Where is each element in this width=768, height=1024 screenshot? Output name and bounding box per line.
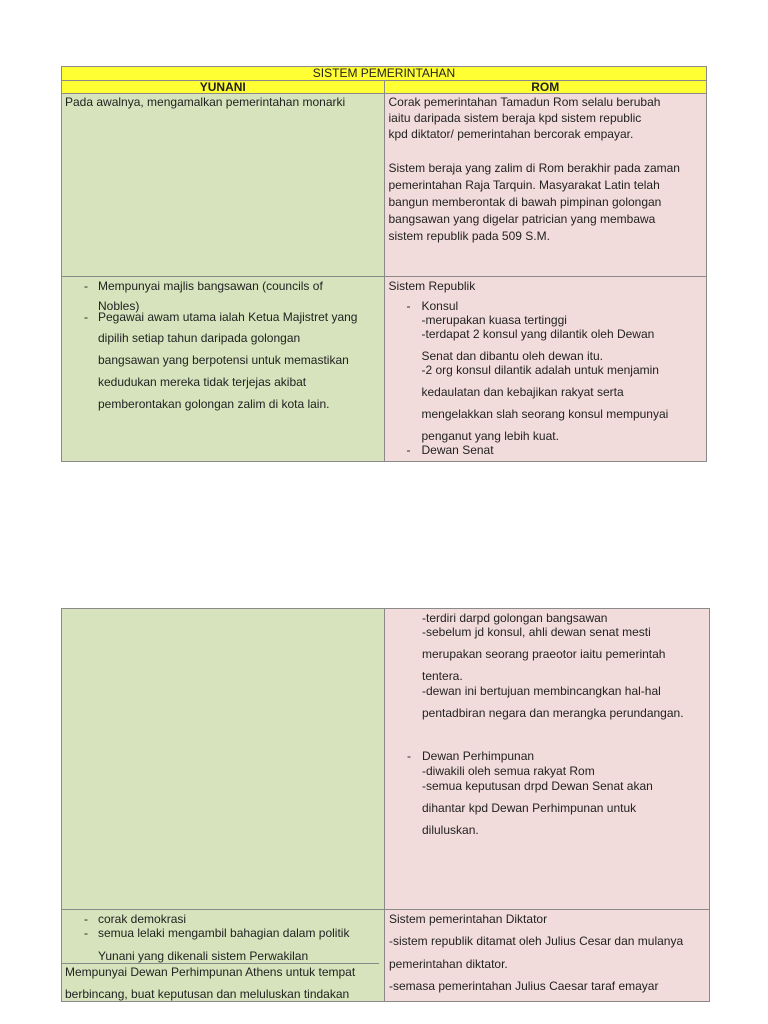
bullet-dash: - bbox=[84, 279, 88, 293]
cell-text: -merupakan kuasa tertinggi bbox=[421, 313, 567, 327]
cell-text: kedaulatan dan kebajikan rakyat serta bbox=[421, 385, 624, 399]
cell-text: Nobles) bbox=[98, 299, 140, 313]
cell-text: kpd diktator/ pemerintahan bercorak empayar. bbox=[388, 127, 634, 141]
cell-text: Dewan Perhimpunan bbox=[422, 749, 535, 763]
cell-text: -sebelum jd konsul, ahli dewan senat mesti bbox=[422, 625, 651, 639]
sistem-pemerintahan-table bbox=[61, 66, 707, 462]
rom-republik-cell bbox=[384, 277, 707, 462]
yunani-majlis-cell bbox=[62, 277, 385, 462]
cell-text: pemerintahan diktator. bbox=[389, 957, 508, 971]
cell-text: mengelakkan slah seorang konsul mempunyai bbox=[421, 407, 669, 421]
cell-text: iaitu daripada sistem beraja kpd sistem republic bbox=[388, 111, 642, 125]
yunani-demokrasi-cell bbox=[62, 910, 385, 1002]
bullet-dash: - bbox=[407, 749, 411, 763]
yunani-monarki-cell bbox=[62, 94, 385, 277]
cell-text: pemberontakan golongan zalim di kota lain. bbox=[98, 397, 330, 411]
rom-dewan-cell bbox=[385, 609, 710, 910]
bullet-dash: - bbox=[406, 443, 411, 457]
cell-text: diluluskan. bbox=[422, 823, 479, 837]
cell-text: Dewan Senat bbox=[421, 443, 494, 457]
cell-text: Konsul bbox=[421, 299, 459, 313]
cell-text: -terdiri darpd golongan bangsawan bbox=[422, 611, 608, 625]
cell-text: -terdapat 2 konsul yang dilantik oleh Dewan bbox=[421, 327, 655, 341]
cell-text: merupakan seorang praeotor iaitu pemerintah bbox=[422, 647, 666, 661]
cell-text: -semua keputusan drpd Dewan Senat akan bbox=[422, 779, 653, 793]
cell-text: bangun memberontak di bawah pimpinan golongan bbox=[388, 195, 662, 209]
bullet-dash: - bbox=[84, 912, 88, 926]
rom-diktator-cell bbox=[385, 910, 710, 1002]
cell-text: Senat dan dibantu oleh dewan itu. bbox=[421, 349, 603, 363]
yunani-empty-cell bbox=[62, 609, 385, 910]
bullet-dash: - bbox=[406, 299, 411, 313]
cell-text: Pada awalnya, mengamalkan pemerintahan monarki bbox=[65, 95, 346, 109]
cell-text: -sistem republik ditamat oleh Julius Cesar dan mulanya bbox=[389, 934, 684, 948]
column-header-rom: ROM bbox=[384, 81, 707, 94]
cell-text: Pegawai awam utama ialah Ketua Majistret yang bbox=[98, 310, 358, 324]
bullet-dash: - bbox=[84, 926, 88, 940]
column-header-yunani: YUNANI bbox=[62, 81, 385, 94]
inner-divider bbox=[62, 963, 379, 964]
cell-text: pentadbiran negara dan merangka perundangan. bbox=[422, 706, 684, 720]
cell-text: Sistem beraja yang zalim di Rom berakhir pada zaman bbox=[388, 161, 680, 175]
cell-text: corak demokrasi bbox=[98, 912, 187, 926]
cell-text: sistem republik pada 509 S.M. bbox=[388, 229, 550, 243]
cell-text: bangsawan yang berpotensi untuk memastikan bbox=[98, 353, 349, 367]
table-title: SISTEM PEMERINTAHAN bbox=[62, 67, 707, 81]
cell-text: Sistem pemerintahan Diktator bbox=[389, 912, 548, 926]
cell-text: Sistem Republik bbox=[388, 279, 476, 293]
cell-text: bangsawan yang digelar patrician yang membawa bbox=[388, 212, 656, 226]
cell-text: -semasa pemerintahan Julius Caesar taraf emayar bbox=[389, 979, 659, 993]
cell-text: Yunani yang dikenali sistem Perwakilan bbox=[98, 949, 309, 963]
cell-text: tentera. bbox=[422, 669, 463, 683]
bullet-dash: - bbox=[84, 310, 88, 324]
cell-text: berbincang, buat keputusan dan meluluskan tindakan bbox=[65, 987, 350, 1001]
rom-corak-cell bbox=[384, 94, 707, 277]
cell-text: pemerintahan Raja Tarquin. Masyarakat Latin telah bbox=[388, 178, 660, 192]
cell-text: Mempunyai Dewan Perhimpunan Athens untuk tempat bbox=[65, 965, 356, 979]
sistem-pemerintahan-table-continued bbox=[61, 608, 710, 1002]
cell-text: Corak pemerintahan Tamadun Rom selalu berubah bbox=[388, 95, 661, 109]
cell-text: Mempunyai majlis bangsawan (councils of bbox=[98, 279, 323, 293]
cell-text: -dewan ini bertujuan membincangkan hal-hal bbox=[422, 684, 661, 698]
cell-text: dipilih setiap tahun daripada golongan bbox=[98, 331, 301, 345]
cell-text: dihantar kpd Dewan Perhimpunan untuk bbox=[422, 801, 637, 815]
cell-text: -diwakili oleh semua rakyat Rom bbox=[422, 764, 595, 778]
cell-text: kedudukan mereka tidak terjejas akibat bbox=[98, 375, 307, 389]
cell-text: semua lelaki mengambil bahagian dalam politik bbox=[98, 926, 350, 940]
cell-text: -2 org konsul dilantik adalah untuk menjamin bbox=[421, 363, 659, 377]
cell-text: penganut yang lebih kuat. bbox=[421, 429, 559, 443]
